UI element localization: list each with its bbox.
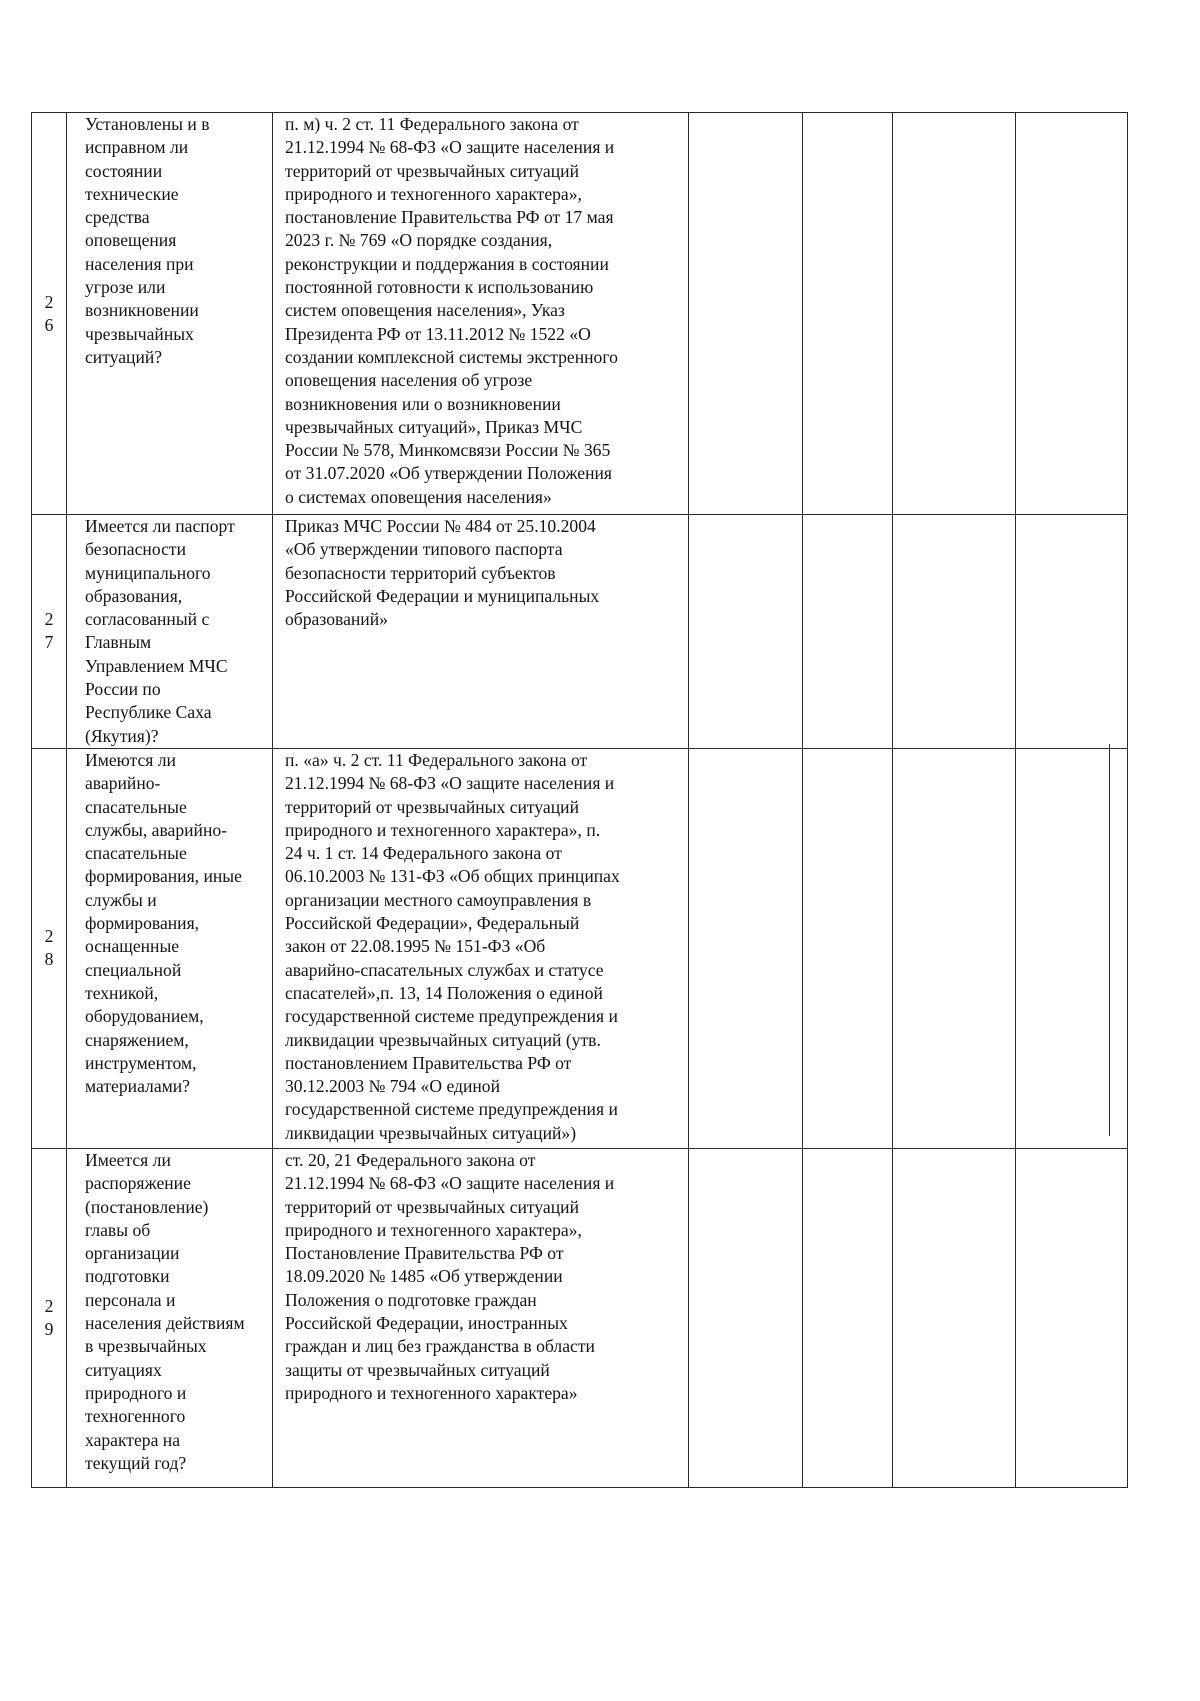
notes-cell — [1016, 748, 1128, 1148]
row-number: 27 — [44, 609, 54, 653]
question-text: Имеется ли распоряжение (постановление) главы об организации подготовки персонала и населения действиям в чрезвычайных ситуациях природного и техногенного характера на текущий год? — [85, 1149, 245, 1473]
answer-cell-no — [803, 748, 893, 1148]
legal-basis-text: п. м) ч. 2 ст. 11 Федерального закона от 21.12.1994 № 68-ФЗ «О защите населения и территорий от чрезвычайных ситуаций природного и техногенного характера», постановление Правительства РФ от 17 мая 2023 г. № 769 «О порядке создания, реконструкции и поддержания в состоянии постоянной готовности к использованию систем оповещения населения», Указ Президента РФ от 13.11.2012 № 1522 «О создании комплексной системы экстренного оповещения населения об угрозе возникновения или о возникновении чрезвычайных ситуаций», Приказ МЧС России № 578, Минкомсвязи России № 365 от 31.07.2020 «Об утверждении Положения о системах оповещения населения» — [285, 114, 618, 507]
table-row — [32, 113, 1128, 515]
row-number: 28 — [44, 926, 54, 970]
question-cell — [67, 748, 273, 1148]
row-number: 29 — [44, 1295, 54, 1339]
answer-cell-not-applicable — [893, 1148, 1016, 1487]
scan-border-artifact — [1109, 744, 1110, 1136]
answer-cell-no — [803, 113, 893, 515]
question-cell — [67, 113, 273, 515]
legal-basis-cell — [273, 113, 689, 515]
legal-basis-text: Приказ МЧС России № 484 от 25.10.2004 «Об утверждении типового паспорта безопасности территорий субъектов Российской Федерации и муниципальных образований» — [285, 516, 600, 630]
table-row — [32, 1148, 1128, 1487]
answer-cell-not-applicable — [893, 748, 1016, 1148]
answer-cell-yes — [689, 515, 803, 749]
legal-basis-text: п. «а» ч. 2 ст. 11 Федерального закона от 21.12.1994 № 68-ФЗ «О защите населения и территорий от чрезвычайных ситуаций природного и техногенного характера», п. 24 ч. 1 ст. 14 Федерального закона от 06.10.2003 № 131-ФЗ «Об общих принципах организации местного самоуправления в Российской Федерации», Федеральный закон от 22.08.1995 № 151-ФЗ «Об аварийно-спасательных службах и статусе спасателей»,п. 13, 14 Положения о единой государственной системе предупреждения и ликвидации чрезвычайных ситуаций (утв. постановлением Правительства РФ от 30.12.2003 № 794 «О единой государственной системе предупреждения и ликвидации чрезвычайных ситуаций») — [285, 749, 620, 1143]
row-number-cell — [32, 515, 67, 749]
answer-cell-not-applicable — [893, 113, 1016, 515]
question-text: Имеются ли аварийно- спасательные службы, аварийно- спасательные формирования, иные службы и формирования, оснащенные специальной техникой, оборудованием, снаряжением, инструментом, материалами? — [85, 749, 242, 1097]
legal-basis-text: ст. 20, 21 Федерального закона от 21.12.1994 № 68-ФЗ «О защите населения и территорий от чрезвычайных ситуаций природного и техногенного характера», Постановление Правительства РФ от 18.09.2020 № 1485 «Об утверждении Положения о подготовке граждан Российской Федерации, иностранных граждан и лиц без гражданства в области защиты от чрезвычайных ситуаций природного и техногенного характера» — [285, 1149, 615, 1403]
notes-cell — [1016, 113, 1128, 515]
question-text: Установлены и в исправном ли состоянии технические средства оповещения населения при угрозе или возникновении чрезвычайных ситуаций? — [85, 114, 210, 367]
answer-cell-not-applicable — [893, 515, 1016, 749]
question-cell — [67, 1148, 273, 1487]
row-number-cell — [32, 113, 67, 515]
table-row — [32, 748, 1128, 1148]
answer-cell-no — [803, 515, 893, 749]
row-number-cell — [32, 748, 67, 1148]
table-row — [32, 515, 1128, 749]
answer-cell-no — [803, 1148, 893, 1487]
notes-cell — [1016, 515, 1128, 749]
answer-cell-yes — [689, 113, 803, 515]
question-cell — [67, 515, 273, 749]
row-number: 26 — [44, 291, 54, 335]
question-text: Имеется ли паспорт безопасности муниципального образования, согласованный с Главным Управлением МЧС России по Республике Саха (Якутия)? — [85, 516, 235, 746]
answer-cell-yes — [689, 1148, 803, 1487]
legal-basis-cell — [273, 1148, 689, 1487]
checklist-table — [31, 112, 1128, 1488]
row-number-cell — [32, 1148, 67, 1487]
legal-basis-cell — [273, 748, 689, 1148]
legal-basis-cell — [273, 515, 689, 749]
answer-cell-yes — [689, 748, 803, 1148]
notes-cell — [1016, 1148, 1128, 1487]
